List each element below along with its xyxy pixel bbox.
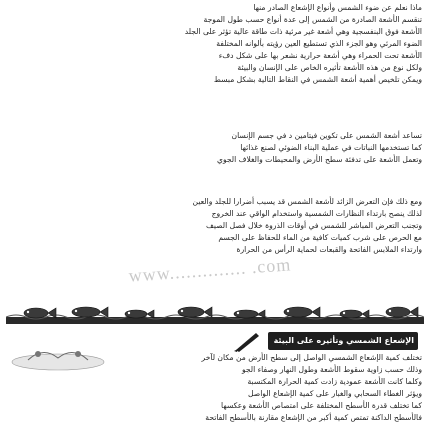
text-line: تساعد أشعة الشمس على تكوين فيتامين د في جسم الإنسان: [231, 131, 422, 140]
text-line: ويمكن تلخيص أهمية أشعة الشمس في النقاط التالية بشكل مبسط: [213, 75, 422, 84]
text-line: لذلك ينصح بارتداء النظارات الشمسية واستخدام الواقي عند الخروج: [211, 209, 422, 218]
text-line: الأشعة فوق البنفسجية وهي أشعة غير مرئية ذات طاقة عالية تؤثر على الجلد: [184, 27, 422, 36]
text-line: وذلك حسب زاوية سقوط الأشعة وطول النهار وصفاء الجو: [241, 365, 422, 374]
section-2: [6, 130, 422, 166]
text-line: ومع ذلك فإن التعرض الزائد لأشعة الشمس قد يسبب أضرارا للجلد والعين: [192, 197, 422, 206]
text-line: وارتداء الملابس الفاتحة والقبعات لحماية الرأس من الحرارة: [236, 245, 422, 254]
text-line: ماذا نعلم عن ضوء الشمس وأنواع الإشعاع الصادر منها: [253, 3, 422, 12]
fish-illustration-band: [6, 304, 424, 324]
heading-text: الإشعاع الشمسي وتأثيره على البيئة: [273, 336, 414, 345]
text-line: تنقسم الأشعة الصادرة من الشمس إلى عدة أنواع حسب طول الموجة: [203, 15, 422, 24]
text-line: مع الحرص على شرب كميات كافية من الماء للحفاظ على الجسم: [218, 233, 422, 242]
pen-icon: [232, 330, 262, 352]
text-line: كما تستخدمها النباتات في عملية البناء الضوئي لصنع غذائها: [240, 143, 422, 152]
text-line: كما تختلف قدرة الأسطح المختلفة على امتصاص الأشعة وعكسها: [221, 401, 422, 410]
text-line: وتعمل الأشعة على تدفئة سطح الأرض والمحيطات والغلاف الجوي: [217, 155, 422, 164]
text-line: الضوء المرئي وهو الجزء الذي تستطيع العين رؤيته بألوانه المختلفة: [216, 39, 422, 48]
text-line: وكلما كانت الأشعة عمودية زادت كمية الحرارة المكتسبة: [247, 377, 422, 386]
text-line: وتجنب التعرض المباشر للشمس في أوقات الذروة خلال فصل الصيف: [206, 221, 422, 230]
text-line: فالأسطح الداكنة تمتص كمية أكبر من الإشعاع مقارنة بالأسطح الفاتحة: [205, 413, 422, 422]
text-line: ويؤثر الغطاء السحابي والغبار على كمية الإشعاع الواصل: [248, 389, 422, 398]
text-line: تختلف كمية الإشعاع الشمسي الواصل إلى سطح الأرض من مكان لآخر: [201, 353, 422, 362]
text-line: الأشعة تحت الحمراء وهي أشعة حرارية نشعر بها على شكل دفء: [218, 51, 422, 60]
watermark: www.............. .com: [128, 254, 292, 286]
text-line: ولكل نوع من هذه الأشعة تأثيره الخاص على الإنسان والبيئة: [237, 63, 422, 72]
section-1: [6, 2, 422, 86]
section-4: [6, 352, 422, 424]
section-3: [6, 196, 422, 256]
